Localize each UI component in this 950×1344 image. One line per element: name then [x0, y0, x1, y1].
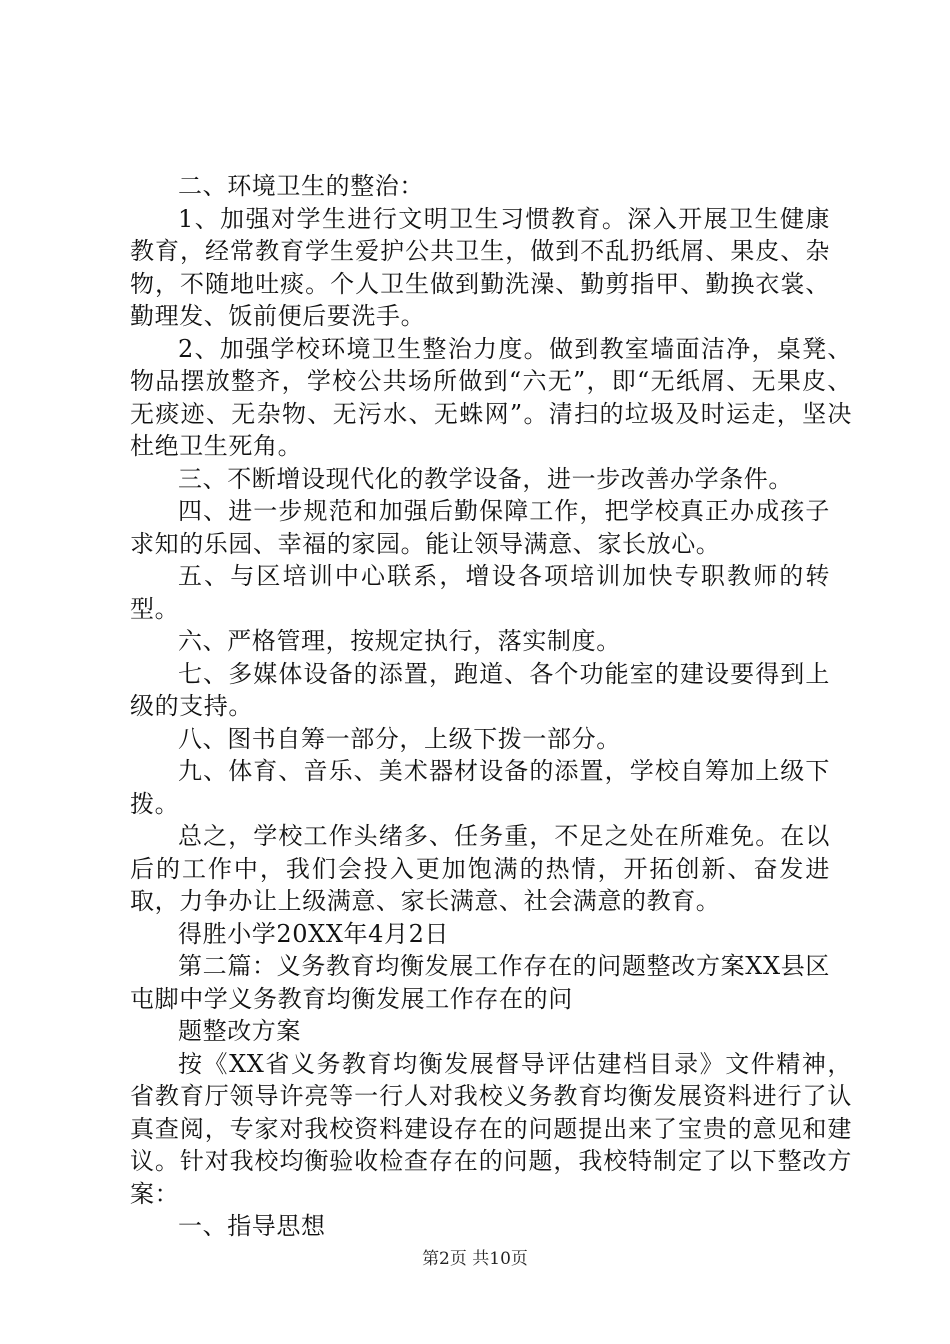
paragraph-books: 八、图书自筹一部分，上级下拨一部分。 [178, 724, 621, 753]
paragraph-sports-equipment: 九、体育、音乐、美术器材设备的添置，学校自筹加上级下拨。 [130, 757, 830, 818]
document-body [130, 170, 852, 1243]
paragraph-training: 五、与区培训中心联系，增设各项培训加快专职教师的转型。 [130, 562, 830, 623]
page-number-footer: 第2页 共10页 [422, 1249, 528, 1269]
signature-date: 得胜小学20XX年4月2日 [178, 919, 450, 948]
paragraph-teaching-equipment: 三、不断增设现代化的教学设备，进一步改善办学条件。 [178, 464, 793, 493]
section-heading-environment: 二、环境卫生的整治： [178, 172, 424, 200]
second-article-title-continued: 题整改方案 [178, 1017, 301, 1045]
paragraph-inspection-background: 按《XX省义务教育均衡发展督导评估建档目录》文件精神，省教育厅领导许亮等一行人对我校义务教育均衡发展资料进行了认真查阅，专家对我校资料建设存在的问题提出来了宝贵的意见和建议。针对我校均衡验收检查存在的问题，我校特制定了以下整改方案： [130, 1049, 852, 1208]
paragraph-school-cleanup: 2、加强学校环境卫生整治力度。做到教室墙面洁净，桌凳、物品摆放整齐，学校公共场所做到“六无”，即“无纸屑、无果皮、无痰迹、无杂物、无污水、无蛛网”。清扫的垃圾及时运走，坚决杜绝卫生死角。 [130, 334, 852, 460]
paragraph-hygiene-education: 1、加强对学生进行文明卫生习惯教育。深入开展卫生健康教育，经常教育学生爱护公共卫生，做到不乱扔纸屑、果皮、杂物，不随地吐痰。个人卫生做到勤洗澡、勤剪指甲、勤换衣裳、勤理发、饭前便后要洗手。 [130, 204, 830, 330]
section-heading-guiding-ideology: 一、指导思想 [178, 1212, 326, 1240]
paragraph-summary: 总之，学校工作头绪多、任务重，不足之处在所难免。在以后的工作中，我们会投入更加饱满的热情，开拓创新、奋发进取，力争办让上级满意、家长满意、社会满意的教育。 [130, 822, 830, 915]
paragraph-logistics: 四、进一步规范和加强后勤保障工作，把学校真正办成孩子求知的乐园、幸福的家园。能让领导满意、家长放心。 [130, 497, 830, 558]
paragraph-management: 六、严格管理，按规定执行，落实制度。 [178, 627, 621, 655]
paragraph-multimedia: 七、多媒体设备的添置，跑道、各个功能室的建设要得到上级的支持。 [130, 659, 830, 720]
second-article-title: 第二篇：义务教育均衡发展工作存在的问题整改方案XX县区屯脚中学义务教育均衡发展工作存在的问 [130, 952, 830, 1013]
